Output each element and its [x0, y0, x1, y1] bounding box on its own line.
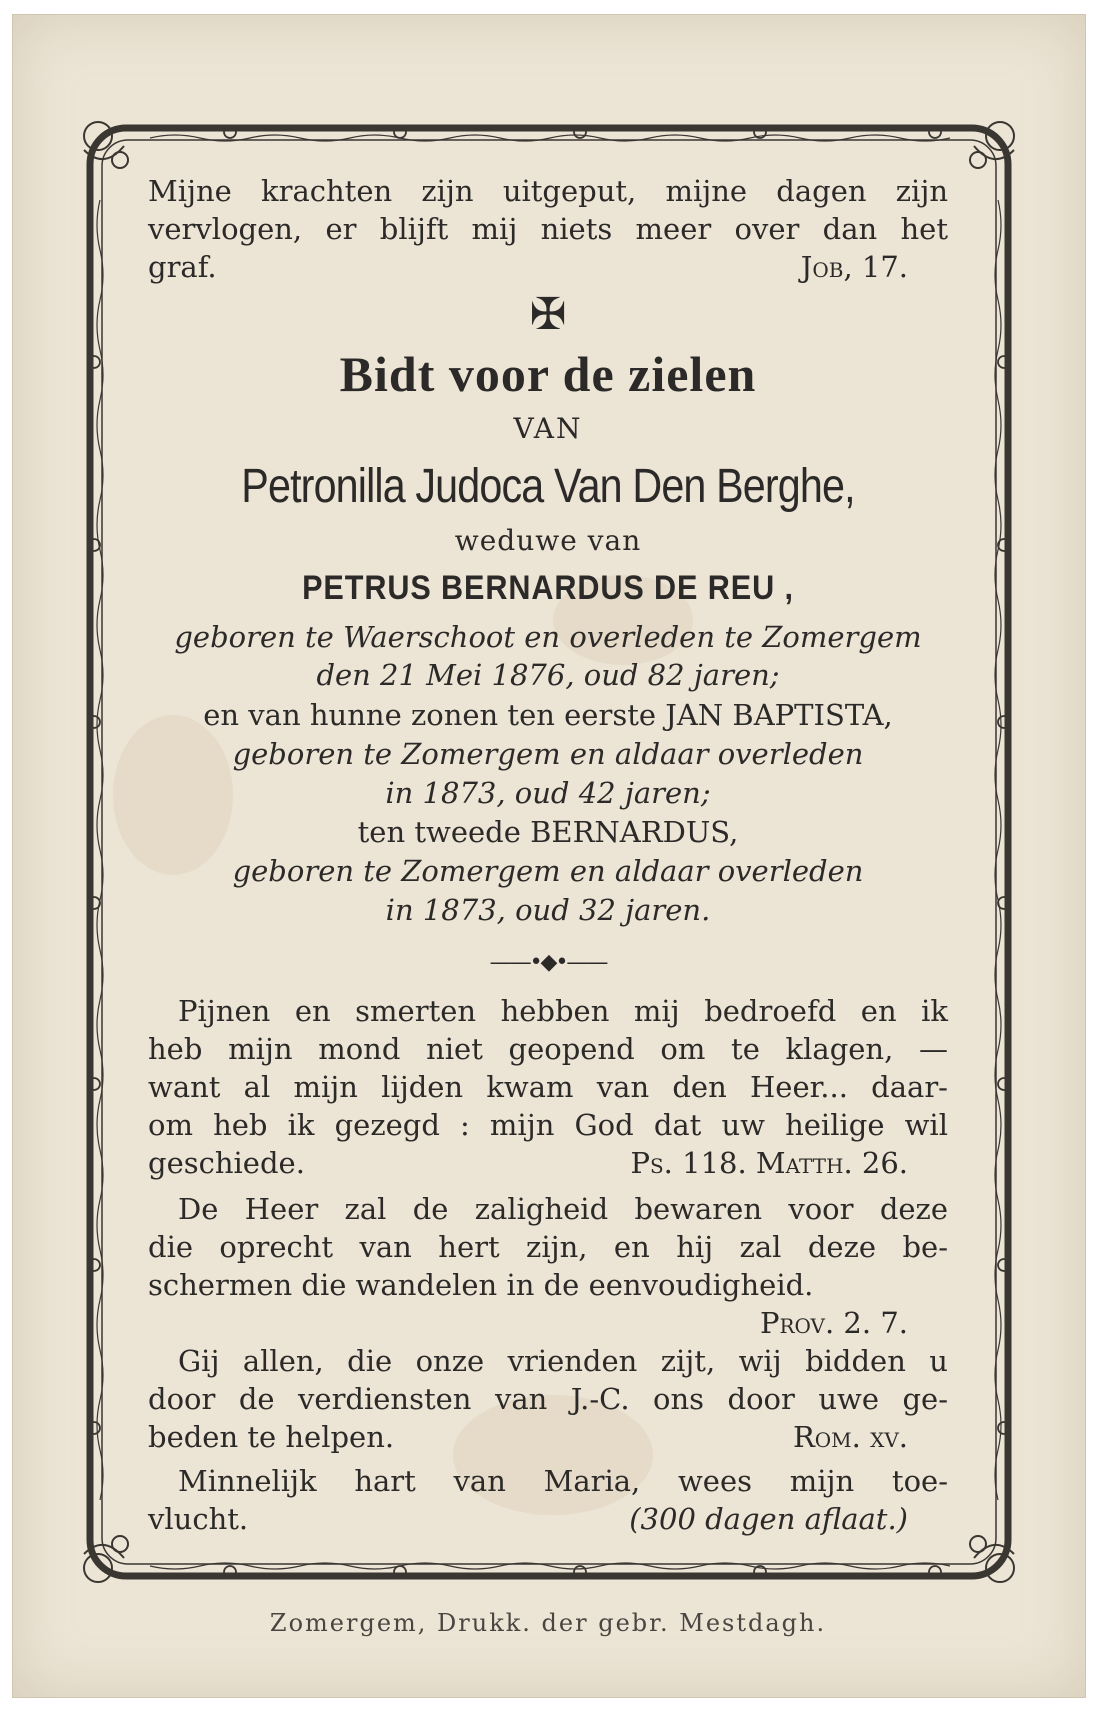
details-line-7: geboren te Zomergem en aldaar overleden: [232, 854, 864, 888]
details-line-3: en van hunne zonen ten eerste JAN BAPTISTA,: [203, 698, 893, 732]
details-line-8: in 1873, oud 32 jaren.: [385, 893, 711, 927]
prayer2-reference: Prov. 2. 7.: [759, 1306, 908, 1340]
epigraph-line-1: Mijne krachten zijn uitgeput, mijne dagen zijn: [148, 174, 948, 208]
deceased-name-wrapper: [148, 452, 948, 522]
prayer3-line-2: door de verdiensten van J.-C. ons door uwe ge-: [148, 1382, 948, 1416]
prayer1-line-4: om heb ik gezegd : mijn God dat uw heilige wil: [148, 1108, 948, 1142]
epigraph-line-2: vervlogen, er blijft mij niets meer over dan het: [148, 212, 948, 246]
prayer2-line-1: De Heer zal de zaligheid bewaren voor deze: [178, 1192, 948, 1226]
prayer4-indulgence: (300 dagen aflaat.): [629, 1502, 908, 1536]
prayer1-line-1: Pijnen en smerten hebben mij bedroefd en ik: [178, 994, 948, 1028]
epigraph-reference: Job, 17.: [800, 250, 908, 284]
epigraph-line-3: [148, 248, 948, 286]
prayer1-reference: Ps. 118. Matth. 26.: [630, 1146, 908, 1180]
prayer2-line-2: die oprecht van hert zijn, en hij zal deze be-: [148, 1230, 948, 1264]
widow-of-label: weduwe van: [454, 524, 642, 557]
prayer3-text: beden te helpen.: [148, 1420, 395, 1454]
details-line-4: geboren te Zomergem en aldaar overleden: [232, 737, 864, 771]
details-line-6: ten tweede BERNARDUS,: [357, 815, 739, 849]
husband-name: PETRUS BERNARDUS DE REU ,: [302, 569, 794, 607]
divider-ornament: ——•◆•——: [489, 950, 607, 975]
cross-icon: ✠: [529, 289, 567, 340]
prayer1-line-5: [148, 1144, 948, 1182]
prayer1-line-3: want al mijn lijden kwam van den Heer... daar-: [148, 1070, 948, 1104]
details-line-5: in 1873, oud 42 jaren;: [385, 776, 711, 810]
details-line-1: geboren te Waerschoot en overleden te Zomergem: [174, 620, 922, 654]
page-title: Bidt voor de zielen: [339, 346, 757, 402]
printer-imprint: Zomergem, Drukk. der gebr. Mestdagh.: [269, 1609, 827, 1637]
prayer4-text: vlucht.: [148, 1502, 249, 1536]
details-line-2: den 21 Mei 1876, oud 82 jaren;: [316, 658, 780, 692]
prayer4-line-1: Minnelijk hart van Maria, wees mijn toe-: [178, 1464, 948, 1498]
prayer4-line-2: [148, 1500, 948, 1538]
prayer1-text: geschiede.: [148, 1146, 305, 1180]
husband-wrapper: [148, 565, 948, 611]
prayer3-line-3: [148, 1418, 948, 1456]
deceased-name: Petronilla Judoca Van Den Berghe,: [241, 460, 855, 513]
van-label: VAN: [513, 412, 583, 445]
prayer3-reference: Rom. xv.: [792, 1420, 908, 1454]
epigraph-text: graf.: [148, 250, 217, 284]
prayer2-line-3: schermen die wandelen in de eenvoudigheid.: [148, 1268, 814, 1302]
prayer3-line-1: Gij allen, die onze vrienden zijt, wij bidden u: [178, 1344, 948, 1378]
prayer1-line-2: heb mijn mond niet geopend om te klagen, —: [148, 1032, 948, 1066]
